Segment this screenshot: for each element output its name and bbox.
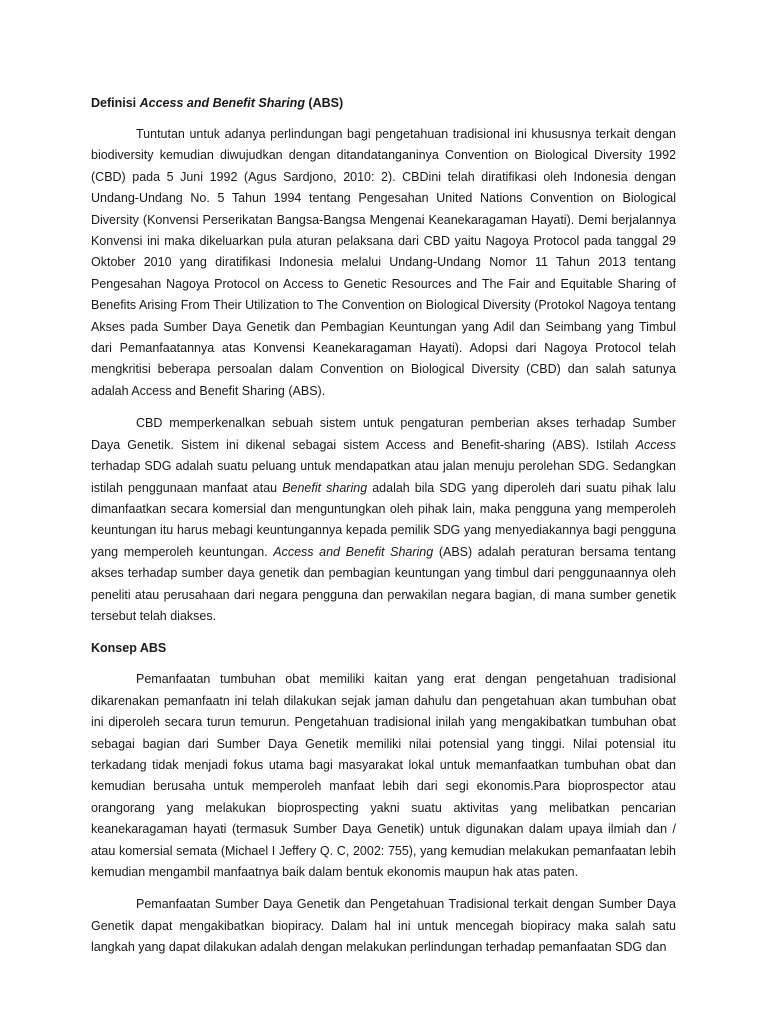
paragraph-medicinal-plants	[91, 669, 676, 883]
heading-text: Definisi	[91, 96, 140, 110]
italic-term-benefit-sharing: Benefit sharing	[282, 480, 368, 495]
heading-italic-text: Access and Benefit Sharing	[139, 96, 305, 110]
heading-text: (ABS)	[304, 96, 344, 110]
paragraph-text: adalah bila SDG yang diperoleh dari suatu pihak lalu dimanfaatkan secara komersial dan menguntungkan oleh pihak lain, maka pengguna yang memperoleh keuntungan itu harus mebagi keuntungannya kepada pemilik SDG yang menyediakannya bagi pengguna yang memperoleh keuntungan.	[91, 480, 676, 559]
paragraph-text: Pemanfaatan tumbuhan obat memiliki kaitan yang erat dengan pengetahuan tradisional dikarenakan pemanfaatn ini telah dilakukan sejak jaman dahulu dan pengetahuan akan tumbuhan obat ini diperoleh secara turun temurun. Pengetahuan tradisional inilah yang mengakibatkan tumbuhan obat sebagai bagian dari Sumber Daya Genetik memiliki nilai potensial yang tinggi. Nilai potensial itu terkadang tidak menjadi fokus utama bagi masyarakat lokal untuk memanfaatkan tumbuhan obat dan kemudian berusaha untuk memperoleh manfaat lebih dari segi ekonomis.Para bioprospector atau orangorang yang melakukan bioprospecting yakni suatu aktivitas yang melibatkan pencarian keanekaragaman hayati (termasuk Sumber Daya Genetik) untuk digunakan dalam upaya ilmiah dan / atau komersial semata (Michael I Jeffery Q. C, 2002: 755), yang kemudian melakukan pemanfaatan lebih kemudian mengambil manfaatnya baik dalam bentuk ekonomis maupun hak atas paten.	[91, 672, 676, 879]
paragraph-text: CBD memperkenalkan sebuah sistem untuk pengaturan pemberian akses terhadap Sumber Daya Genetik. Sistem ini dikenal sebagai sistem Access and Benefit-sharing (ABS). Istilah	[91, 416, 676, 452]
paragraph-biopiracy	[91, 894, 676, 958]
paragraph-text: (ABS) adalah peraturan bersama tentang akses terhadap sumber daya genetik dan pembagian keuntungan yang timbul dari penggunaannya oleh peneliti atau perusahaan dari negara pengguna dan perwakilan negara bagian, di mana sumber genetik tersebut telah diakses.	[91, 544, 676, 623]
italic-term-abs: Access and Benefit Sharing	[273, 544, 434, 559]
paragraph-text: terhadap SDG adalah suatu peluang untuk mendapatkan atau jalan menuju perolehan SDG. Sedangkan istilah penggunaan manfaat atau	[91, 459, 676, 495]
section-heading-konsep-abs	[91, 638, 676, 658]
italic-term-access: Access	[635, 437, 676, 452]
section-heading-definisi-abs	[91, 93, 676, 113]
paragraph-text: Pemanfaatan Sumber Daya Genetik dan Pengetahuan Tradisional terkait dengan Sumber Daya Genetik dapat mengakibatkan biopiracy. Dalam hal ini untuk mencegah biopiracy maka salah satu langkah yang dapat dilakukan adalah dengan melakukan perlindungan terhadap pemanfaatan SDG dan	[91, 897, 676, 955]
paragraph-cbd-ratification	[91, 124, 676, 402]
paragraph-cbd-access-system	[91, 413, 676, 627]
heading-text: Konsep ABS	[91, 641, 167, 656]
paragraph-text: Tuntutan untuk adanya perlindungan bagi pengetahuan tradisional ini khususnya terkait dengan biodiversity kemudian diwujudkan dengan ditandatanganinya Convention on Biological Diversity 1992 (CBD) pada 5 Juni 1992 (Agus Sardjono, 2010: 2). CBDini telah diratifikasi oleh Indonesia dengan Undang-Undang No. 5 Tahun 1994 tentang Pengesahan United Nations Convention on Biological Diversity (Konvensi Perserikatan Bangsa-Bangsa Mengenai Keanekaragaman Hayati). Demi berjalannya Konvensi ini maka dikeluarkan pula aturan pelaksana dari CBD yaitu Nagoya Protocol pada tanggal 29 Oktober 2010 yang diratifikasi Indonesia melalui Undang-Undang Nomor 11 Tahun 2013 tentang Pengesahan Nagoya Protocol on Access to Genetic Resources and The Fair and Equitable Sharing of Benefits Arising From Their Utilization to The Convention on Biological Diversity (Protokol Nagoya tentang Akses pada Sumber Daya Genetik dan Pembagian Keuntungan yang Adil dan Seimbang yang Timbul dari Pemanfaatannya atas Konvensi Keanekaragaman Hayati). Adopsi dari Nagoya Protocol telah mengkritisi beberapa persoalan dalam Convention on Biological Diversity (CBD) dan salah satunya adalah Access and Benefit Sharing (ABS).	[91, 127, 676, 398]
